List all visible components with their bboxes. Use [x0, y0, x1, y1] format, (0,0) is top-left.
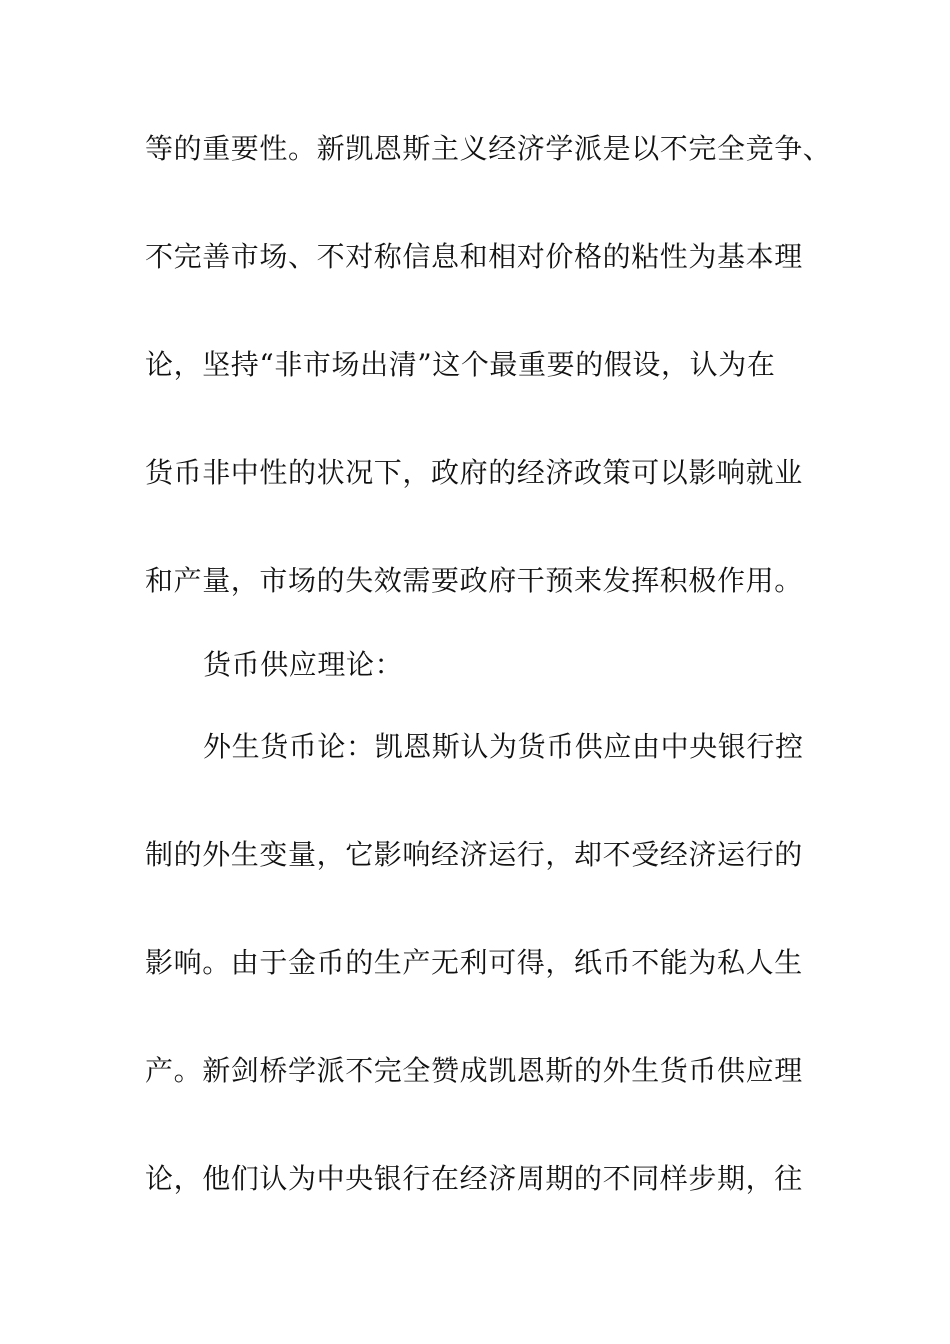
paragraph-first-line: 外生货币论：凯恩斯认为货币供应由中央银行控 — [203, 730, 804, 763]
text-line: 论，他们认为中央银行在经济周期的不同样步期，往 — [145, 1162, 803, 1195]
text-line: 论，坚持“非市场出清”这个最重要的假设，认为在 — [145, 348, 776, 381]
text-line: 影响。由于金币的生产无利可得，纸币不能为私人生 — [145, 946, 803, 979]
section-heading: 货币供应理论： — [203, 648, 404, 681]
text-line: 和产量，市场的失效需要政府干预来发挥积极作用。 — [145, 564, 803, 597]
text-line: 产。新剑桥学派不完全赞成凯恩斯的外生货币供应理 — [145, 1054, 803, 1087]
text-line: 制的外生变量，它影响经济运行，却不受经济运行的 — [145, 838, 803, 871]
text-line: 等的重要性。新凯恩斯主义经济学派是以不完全竞争、 — [145, 132, 832, 165]
text-line: 货币非中性的状况下，政府的经济政策可以影响就业 — [145, 456, 803, 489]
text-line: 不完善市场、不对称信息和相对价格的粘性为基本理 — [145, 240, 803, 273]
